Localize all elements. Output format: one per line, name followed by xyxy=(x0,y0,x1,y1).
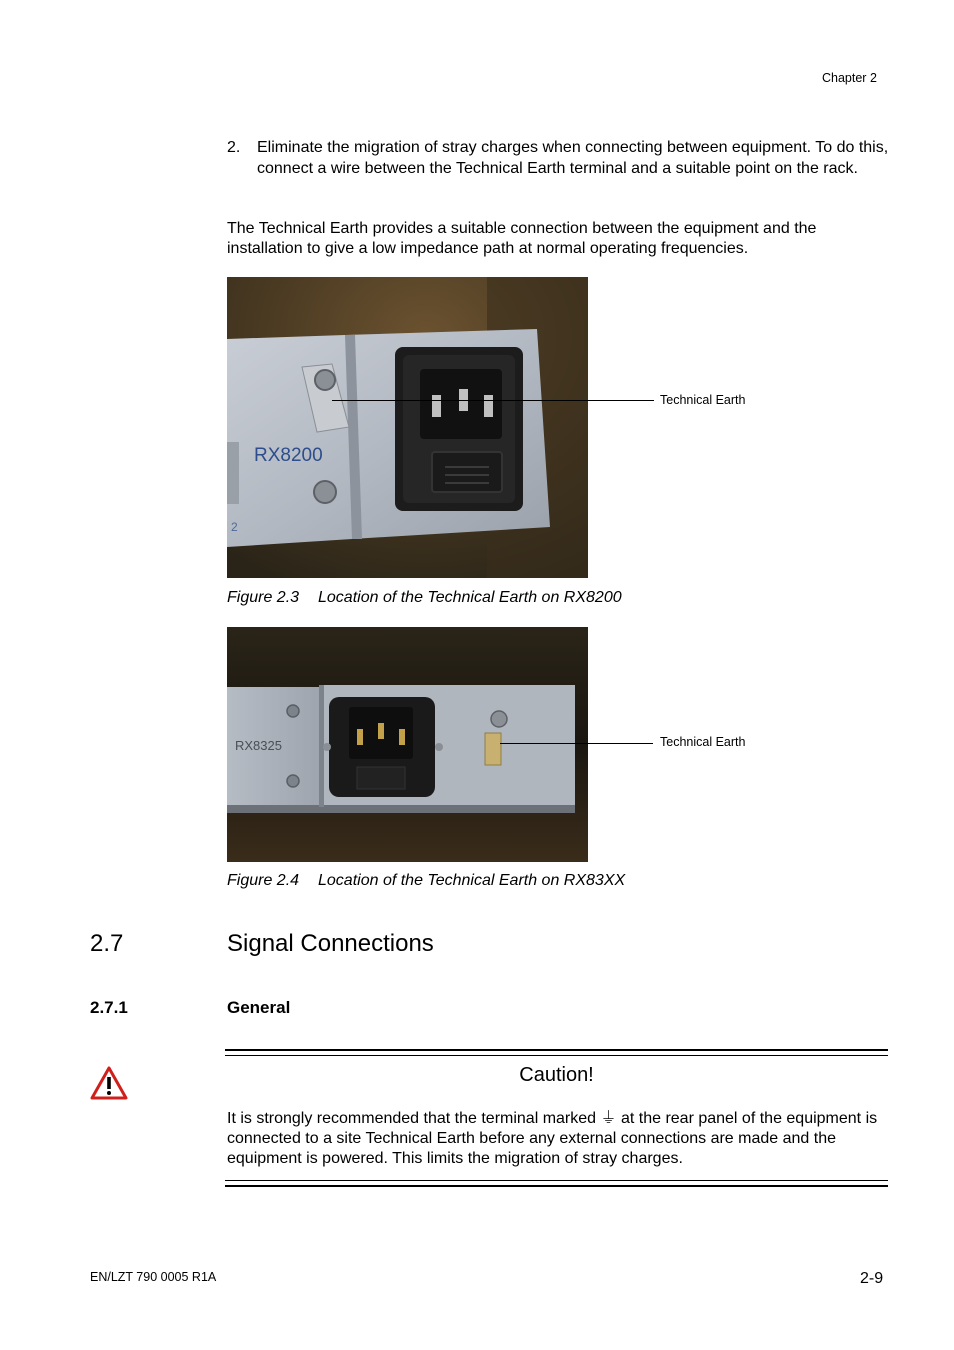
figure-caption xyxy=(227,589,622,607)
figure-number: Figure 2.3 xyxy=(227,589,300,606)
step-text: Eliminate the migration of stray charges when connecting between equipment. To do this, connect a wire between the Technical Earth terminal and a suitable point on the rack. xyxy=(257,139,889,177)
section-title: Signal Connections xyxy=(227,930,434,957)
callout-label: Technical Earth xyxy=(660,735,746,749)
figure-caption xyxy=(227,872,625,890)
rx8325-panel-label: RX8325 xyxy=(235,738,282,753)
earth-symbol: ⏚ xyxy=(600,1110,617,1127)
callout-leader-line xyxy=(332,400,654,401)
figure-number: Figure 2.4 xyxy=(227,872,300,889)
caution-top-rule xyxy=(225,1049,888,1051)
footer-page-number: 2-9 xyxy=(860,1270,884,1287)
warning-triangle-icon xyxy=(90,1066,128,1100)
caution-text-part: at the rear panel of the equipment is connected to a site Technical Earth before any external connections are made and the equipment is powered. This limits the migration of stray charges. xyxy=(227,1110,878,1167)
caution-top-rule-thin xyxy=(225,1055,888,1056)
callout-leader-line xyxy=(500,743,653,744)
subsection-number: 2.7.1 xyxy=(90,998,128,1017)
step-number: 2. xyxy=(227,139,241,156)
footer-doc-id: EN/LZT 790 0005 R1A xyxy=(90,1270,217,1284)
header-chapter: Chapter 2 xyxy=(822,71,877,85)
figure-caption-text: Location of the Technical Earth on RX83XX xyxy=(318,872,626,889)
rx8200-panel-label: RX8200 xyxy=(254,445,323,466)
panel-side-digit: 2 xyxy=(231,520,238,534)
callout-label: Technical Earth xyxy=(660,393,746,407)
caution-bottom-rule xyxy=(225,1185,888,1187)
caution-title: Caution! xyxy=(519,1064,594,1086)
caution-text-part: It is strongly recommended that the terminal marked xyxy=(227,1110,601,1127)
rx8200-rear-photo xyxy=(227,277,588,578)
rx83xx-rear-photo xyxy=(227,627,588,862)
figure-caption-text: Location of the Technical Earth on RX8200 xyxy=(318,589,622,606)
subsection-title: General xyxy=(227,998,291,1017)
caution-bottom-rule-thin xyxy=(225,1180,888,1181)
body-paragraph: The Technical Earth provides a suitable connection between the equipment and the installation to give a low impedance path at normal operating frequencies. xyxy=(227,220,817,257)
section-number: 2.7 xyxy=(90,930,124,957)
caution-text xyxy=(227,1109,889,1169)
